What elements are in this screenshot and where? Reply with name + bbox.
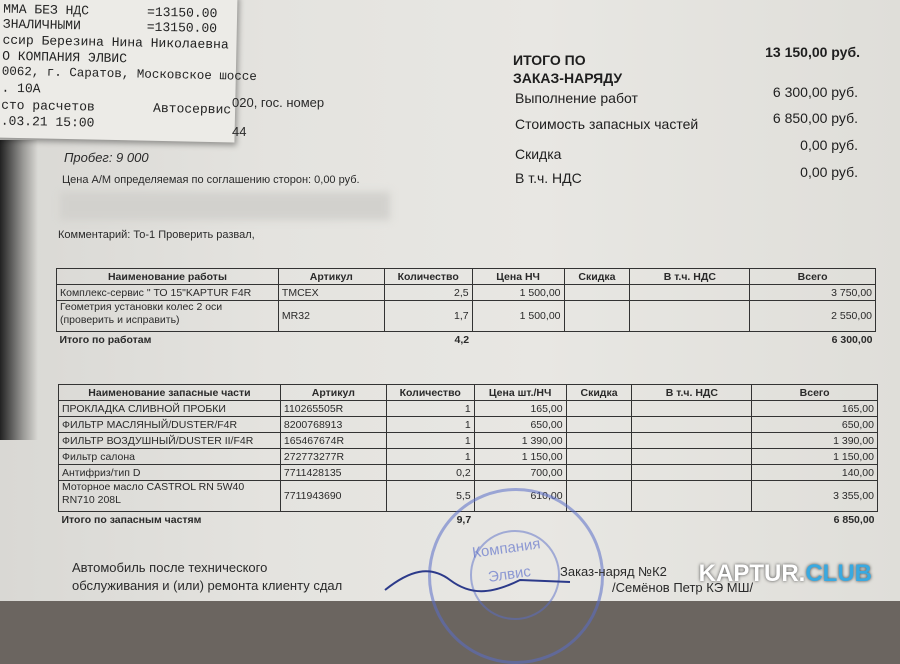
parts-cell-vat [632, 481, 752, 512]
summary-label-discount: Скидка [515, 146, 562, 162]
receipt-line2-label: ЗНАЛИЧНЫМИ [2, 16, 82, 34]
summary-title-2: ЗАКАЗ-НАРЯДУ [513, 70, 623, 86]
parts-cell-name-line2: RN710 208L [62, 494, 121, 506]
works-cell-discount [564, 301, 630, 332]
parts-cell-article: 8200768913 [280, 417, 386, 433]
works-total-sum: 6 300,00 [831, 333, 873, 346]
works-table [56, 268, 876, 347]
parts-cell-qty: 5,5 [386, 481, 474, 512]
works-cell-total: 3 750,00 [750, 285, 876, 301]
watermark-part2: CLUB [805, 560, 872, 587]
works-cell-price: 1 500,00 [472, 301, 564, 332]
parts-cell-total: 140,00 [752, 465, 878, 481]
price-note: Цена А/М определяемая по соглашению сторон: 0,00 руб. [62, 174, 360, 186]
paper-shadow-edge [0, 140, 38, 440]
works-cell-article: TMCEX [278, 285, 384, 301]
parts-cell-name: ФИЛЬТР МАСЛЯНЫЙ/DUSTER/F4R [59, 417, 281, 433]
works-total-row [57, 332, 876, 348]
watermark-part1: KAPTUR. [698, 560, 806, 587]
parts-col-total: Всего [752, 385, 878, 401]
works-total-empty [472, 332, 564, 348]
footer-line-2: обслуживания и (или) ремонта клиенту сдал [72, 578, 343, 593]
parts-cell-vat [632, 433, 752, 449]
parts-cell-discount [566, 481, 632, 512]
parts-total-label: Итого по запасным частям [61, 513, 202, 526]
parts-cell-name [59, 481, 281, 512]
receipt-line1-label: ММА БЕЗ НДС [3, 1, 90, 19]
parts-col-name: Наименование запасные части [59, 385, 281, 401]
parts-cell-qty: 0,2 [386, 465, 474, 481]
parts-cell-price: 700,00 [474, 465, 566, 481]
works-total-empty [630, 332, 750, 348]
works-header-row [57, 269, 876, 285]
works-total-empty [564, 332, 630, 348]
works-cell-price: 1 500,00 [472, 285, 564, 301]
parts-cell-discount [566, 417, 632, 433]
header-year-fragment: 020, гос. номер [232, 95, 325, 110]
parts-cell-vat [632, 417, 752, 433]
parts-cell-vat [632, 449, 752, 465]
stamp-text-company: Компания [471, 535, 542, 562]
summary-value-vat: 0,00 руб. [800, 164, 858, 180]
parts-cell-discount [566, 401, 632, 417]
parts-col-qty: Количество [386, 385, 474, 401]
footer-line-1: Автомобиль после технического [72, 560, 268, 575]
parts-cell-total: 165,00 [752, 401, 878, 417]
parts-total-empty [280, 512, 386, 528]
works-cell-discount [564, 285, 630, 301]
works-col-name: Наименование работы [57, 269, 279, 285]
parts-cell-article: 272773277R [280, 449, 386, 465]
table-row [59, 449, 878, 465]
receipt-address-2: . 10А [1, 80, 41, 97]
parts-cell-price: 610,00 [474, 481, 566, 512]
receipt-cashier: ссир Березина Нина Николаевна [2, 32, 229, 53]
summary-label-parts: Стоимость запасных частей [515, 116, 699, 132]
comment: Комментарий: То-1 Проверить развал, [58, 229, 255, 241]
works-col-total: Всего [750, 269, 876, 285]
redacted-area [60, 192, 390, 220]
receipt-datetime: .03.21 15:00 [0, 113, 95, 131]
mileage: Пробег: 9 000 [64, 150, 149, 165]
works-cell-qty: 1,7 [384, 301, 472, 332]
works-cell-vat [630, 301, 750, 332]
summary-value-works: 6 300,00 руб. [772, 84, 858, 100]
parts-header-row [59, 385, 878, 401]
works-cell-name-line1: Геометрия установки колес 2 оси [60, 301, 223, 313]
parts-total-empty [632, 512, 752, 528]
parts-cell-qty: 1 [386, 433, 474, 449]
summary-label-vat: В т.ч. НДС [515, 170, 582, 186]
works-col-qty: Количество [384, 269, 472, 285]
parts-cell-name: Антифриз/тип D [59, 465, 281, 481]
works-cell-name [57, 301, 279, 332]
parts-cell-discount [566, 465, 632, 481]
parts-cell-article: 7711943690 [280, 481, 386, 512]
works-cell-qty: 2,5 [384, 285, 472, 301]
parts-cell-article: 7711428135 [280, 465, 386, 481]
parts-cell-qty: 1 [386, 449, 474, 465]
header-44-fragment: 44 [232, 124, 247, 139]
site-watermark [699, 560, 872, 588]
stamp-text-elvis: Элвис [487, 563, 532, 586]
receipt-line1-value: =13150.00 [146, 4, 218, 22]
signature [380, 560, 580, 601]
receipt-place-label: сто расчетов [0, 97, 95, 115]
works-cell-name: Комплекс-сервис " ТО 15"KAPTUR F4R [57, 285, 279, 301]
parts-cell-total: 1 390,00 [752, 433, 878, 449]
parts-cell-price: 1 150,00 [474, 449, 566, 465]
summary-title-1: ИТОГО ПО [513, 52, 586, 68]
works-cell-article: MR32 [278, 301, 384, 332]
receipt-place-value: Автосервис [152, 100, 232, 118]
receipt-address: 0062, г. Саратов, Московское шоссе [1, 64, 257, 84]
works-col-discount: Скидка [564, 269, 630, 285]
summary-value-parts: 6 850,00 руб. [772, 110, 858, 126]
works-cell-total: 2 550,00 [750, 301, 876, 332]
parts-cell-price: 650,00 [474, 417, 566, 433]
works-cell-name-line2: (проверить и исправить) [60, 314, 180, 326]
parts-total-qty: 9,7 [456, 513, 472, 526]
works-col-article: Артикул [278, 269, 384, 285]
parts-cell-discount [566, 449, 632, 465]
parts-cell-name: Фильтр салона [59, 449, 281, 465]
works-total-empty [278, 332, 384, 348]
works-col-vat: В т.ч. НДС [630, 269, 750, 285]
parts-cell-price: 165,00 [474, 401, 566, 417]
summary-value-discount: 0,00 руб. [800, 137, 858, 153]
parts-cell-name-line1: Моторное масло CASTROL RN 5W40 [62, 481, 245, 493]
works-total-qty: 4,2 [454, 333, 470, 346]
parts-cell-article: 165467674R [280, 433, 386, 449]
parts-cell-article: 110265505R [280, 401, 386, 417]
table-row [59, 417, 878, 433]
receipt-company: О КОМПАНИЯ ЭЛВИС [2, 48, 128, 67]
parts-col-vat: В т.ч. НДС [632, 385, 752, 401]
parts-cell-total: 1 150,00 [752, 449, 878, 465]
table-row [59, 465, 878, 481]
parts-cell-discount [566, 433, 632, 449]
works-cell-vat [630, 285, 750, 301]
receipt-line2-value: =13150.00 [146, 19, 218, 37]
parts-cell-total: 3 355,00 [752, 481, 878, 512]
parts-cell-name: ПРОКЛАДКА СЛИВНОЙ ПРОБКИ [59, 401, 281, 417]
parts-col-discount: Скидка [566, 385, 632, 401]
footer-order-number: Заказ-наряд №К2 [560, 564, 667, 579]
summary-label-works: Выполнение работ [515, 90, 638, 106]
footer-signer: /Семёнов Петр КЭ МШ/ [612, 580, 754, 595]
parts-cell-price: 1 390,00 [474, 433, 566, 449]
table-row [57, 285, 876, 301]
parts-cell-name: ФИЛЬТР ВОЗДУШНЫЙ/DUSTER II/F4R [59, 433, 281, 449]
parts-col-price: Цена шт./НЧ [474, 385, 566, 401]
parts-cell-vat [632, 401, 752, 417]
parts-cell-qty: 1 [386, 417, 474, 433]
table-row [59, 401, 878, 417]
parts-cell-qty: 1 [386, 401, 474, 417]
parts-cell-total: 650,00 [752, 417, 878, 433]
parts-total-sum: 6 850,00 [833, 513, 875, 526]
table-row [59, 433, 878, 449]
summary-total: 13 150,00 руб. [765, 44, 860, 60]
works-total-label: Итого по работам [59, 333, 152, 346]
parts-col-article: Артикул [280, 385, 386, 401]
works-col-price: Цена НЧ [472, 269, 564, 285]
table-row [57, 301, 876, 332]
parts-cell-vat [632, 465, 752, 481]
